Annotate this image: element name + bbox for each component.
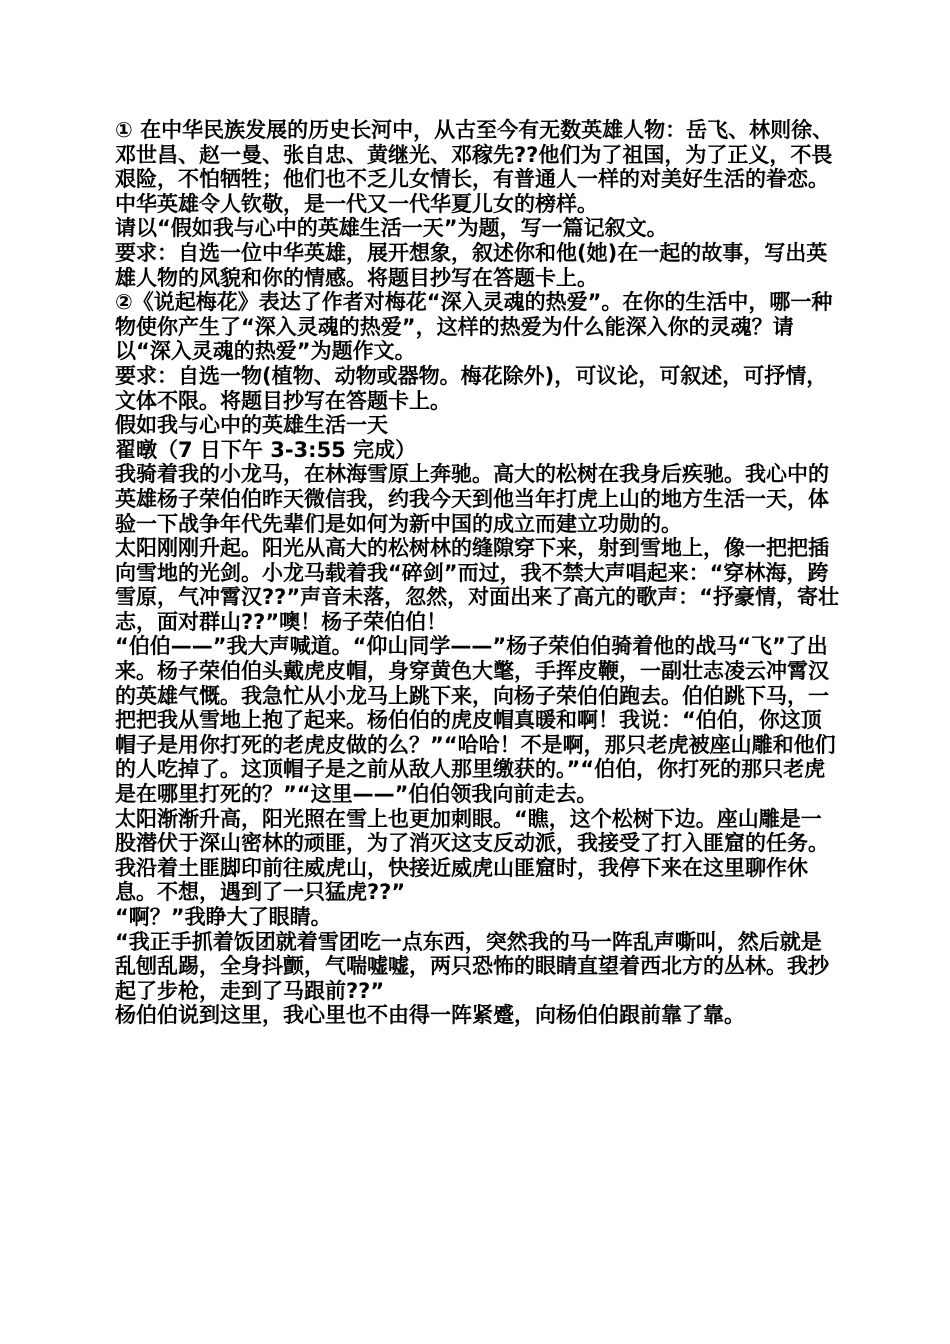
prompt-one-paragraph: ① 在中华民族发展的历史长河中，从古至今有无数英雄人物：岳飞、林则徐、邓世昌、赵一曼、张自忠、黄继光、邓稼先??他们为了祖国，为了正义，不畏艰险，不怕牺牲；他们也不乏儿女情长，有普通人一样的对美好生活的眷恋。中华英雄令人钦敬，是一代又一代华夏儿女的榜样。 <box>115 118 834 216</box>
prompt-one-instruction: 请以“假如我与心中的英雄生活一天”为题，写一篇记叙文。 <box>115 216 668 241</box>
essay-paragraph: 太阳渐渐升高，阳光照在雪上也更加刺眼。“瞧，这个松树下边。座山雕是一股潜伏于深山密林的顽匪，为了消灭这支反动派，我接受了打入匪窟的任务。我沿着土匪脚印前往威虎山，快接近威虎山匪窟时，我停下来在这里聊作休息。不想，遇到了一只猛虎??” <box>115 806 829 905</box>
essay-paragraph: 太阳刚刚升起。阳光从高大的松树林的缝隙穿下来，射到雪地上，像一把把插向雪地的光剑。小龙马载着我“碎剑”而过，我不禁大声唱起来：“穿林海，跨雪原，气冲霄汉??”声音未落，忽然，对面出来了高亢的歌声：“抒豪情，寄壮志，面对群山??”噢！杨子荣伯伯！ <box>115 536 839 634</box>
essay-author-line: 翟暾（7 日下午 3-3:55 完成） <box>115 437 417 462</box>
prompt-two-paragraph: ②《说起梅花》表达了作者对梅花“深入灵魂的热爱”。在你的生活中，哪一种物使你产生了“深入灵魂的热爱”，这样的热爱为什么能深入你的灵魂？请以“深入灵魂的热爱”为题作文。 <box>115 290 833 364</box>
essay-paragraph: 杨伯伯说到这里，我心里也不由得一阵紧蹙，向杨伯伯跟前靠了靠。 <box>115 1003 745 1028</box>
prompt-one-requirements: 要求：自选一位中华英雄，展开想象，叙述你和他(她)在一起的故事，写出英雄人物的风貌和你的情感。将题目抄写在答题卡上。 <box>115 240 828 290</box>
essay-paragraph: “伯伯——”我大声喊道。“仰山同学——”杨子荣伯伯骑着他的战马“飞”了出来。杨子荣伯伯头戴虎皮帽，身穿黄色大氅，手挥皮鞭，一副壮志凌云冲霄汉的英雄气慨。我急忙从小龙马上跳下来，向杨子荣伯伯跑去。伯伯跳下马，一把把我从雪地上抱了起来。杨伯伯的虎皮帽真暖和啊！我说：“伯伯，你这顶帽子是用你打死的老虎皮做的么？”“哈哈！不是啊，那只老虎被座山雕和他们的人吃掉了。这顶帽子是之前从敌人那里缴获的。”“伯伯，你打死的那只老虎是在哪里打死的？”“这里——”伯伯领我向前走去。 <box>115 634 836 807</box>
essay-paragraph: “啊？”我睁大了眼睛。 <box>115 905 332 929</box>
document-page <box>115 118 840 1028</box>
prompt-two-requirements: 要求：自选一物(植物、动物或器物。梅花除外)，可议论，可叙述，可抒情，文体不限。将题目抄写在答题卡上。 <box>115 363 828 413</box>
essay-paragraph: 我骑着我的小龙马，在林海雪原上奔驰。高大的松树在我身后疾驰。我心中的英雄杨子荣伯伯昨天微信我，约我今天到他当年打虎上山的地方生活一天，体验一下战争年代先辈们是如何为新中国的成立而建立功勋的。 <box>115 462 829 536</box>
essay-title: 假如我与心中的英雄生活一天 <box>115 413 388 438</box>
essay-paragraph: “我正手抓着饭团就着雪团吃一点东西，突然我的马一阵乱声嘶叫，然后就是乱刨乱踢，全身抖颤，气喘嘘嘘，两只恐怖的眼睛直望着西北方的丛林。我抄起了步枪，走到了马跟前??” <box>115 929 829 1003</box>
